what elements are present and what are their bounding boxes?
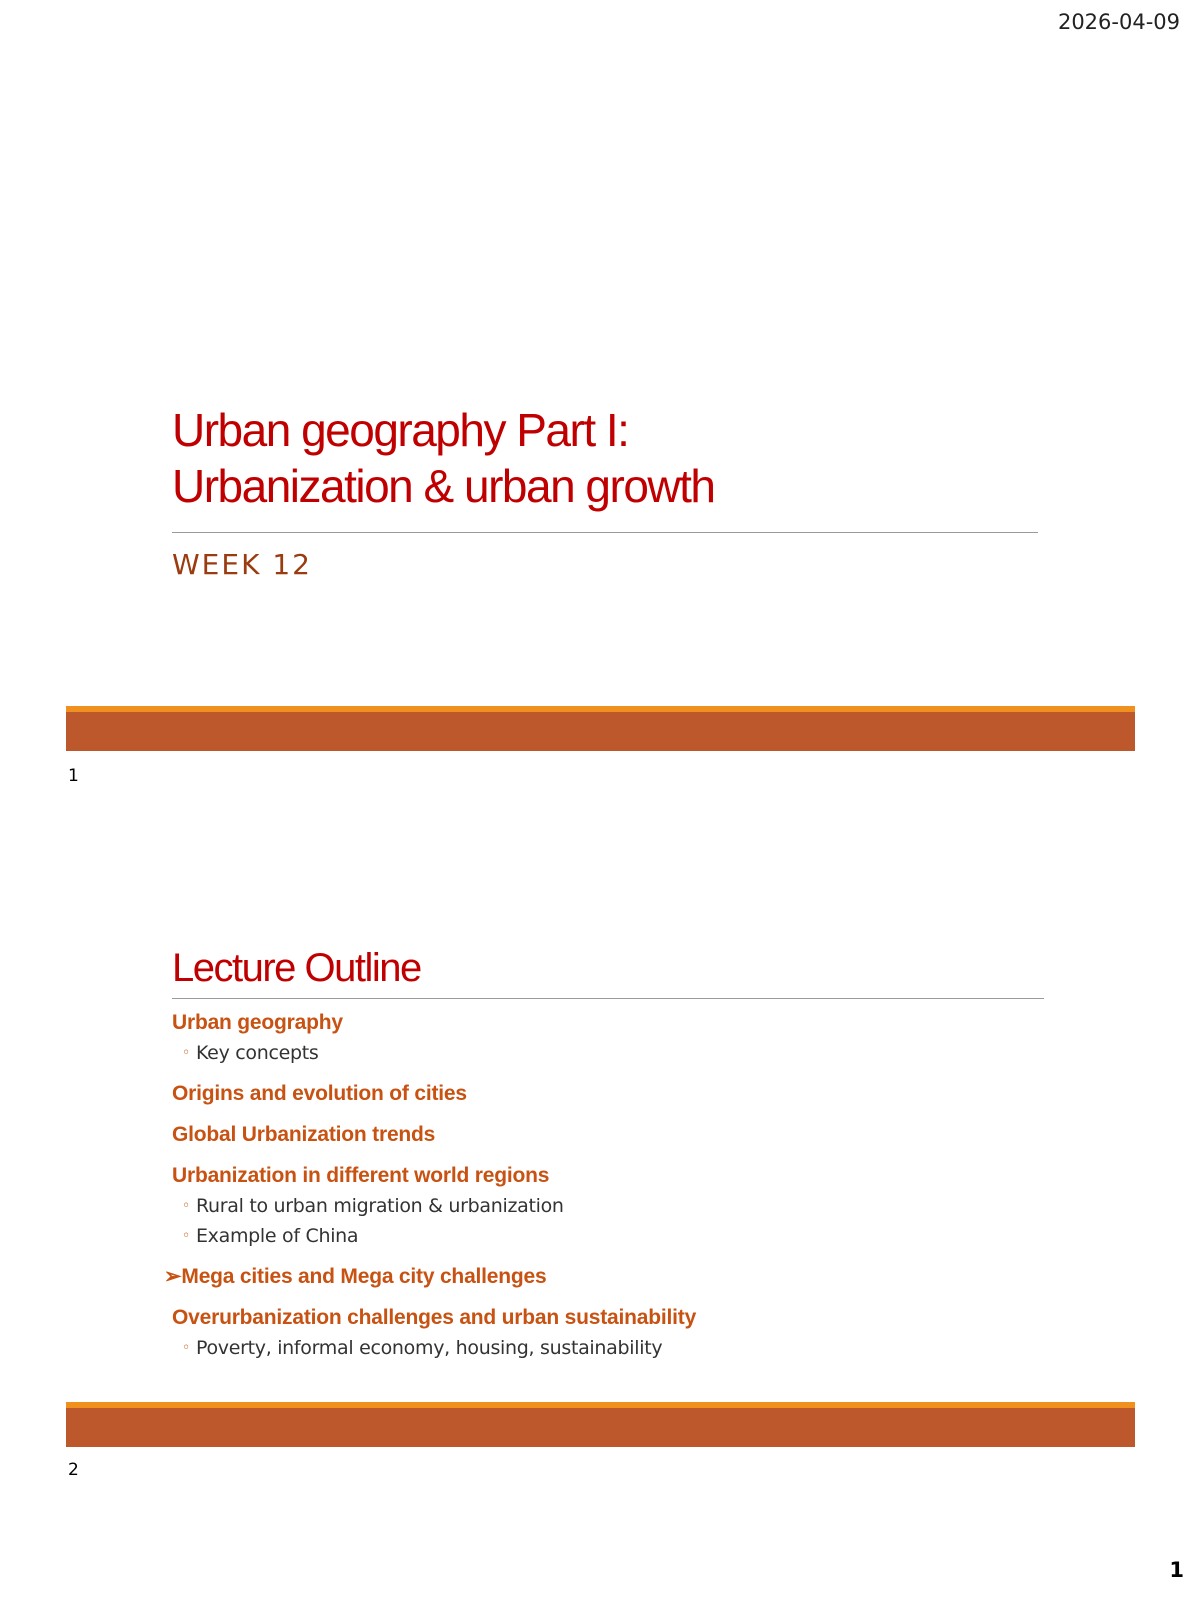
outline-item — [172, 1120, 1052, 1150]
outline-subitem — [182, 1191, 1052, 1221]
slide-title: Lecture Outline — [172, 946, 421, 990]
outline-subitems — [172, 1333, 1052, 1363]
outline-heading: Urbanization in different world regions — [172, 1164, 550, 1187]
outline-item — [172, 1008, 1052, 1068]
outline-heading: Global Urbanization trends — [172, 1123, 436, 1146]
circle-bullet-icon: ◦ — [182, 1228, 190, 1244]
page-number: 1 — [1169, 1558, 1184, 1582]
slide-subtitle: WEEK 12 — [172, 548, 312, 581]
slide-title — [172, 402, 715, 514]
title-line-1: Urban geography Part I: — [172, 404, 629, 456]
outline-subitems — [172, 1038, 1052, 1068]
circle-bullet-icon: ◦ — [182, 1198, 190, 1214]
slide-number: 2 — [68, 1460, 79, 1480]
footer-bar — [66, 1402, 1135, 1447]
print-date: 2026-04-09 — [1057, 10, 1180, 34]
circle-bullet-icon: ◦ — [182, 1340, 190, 1356]
lecture-outline — [164, 1008, 1052, 1363]
outline-heading: Origins and evolution of cities — [172, 1082, 467, 1105]
title-divider — [172, 998, 1044, 999]
outline-subitem — [182, 1221, 1052, 1251]
outline-subitem — [182, 1038, 1052, 1068]
outline-item — [172, 1303, 1052, 1363]
outline-item — [172, 1079, 1052, 1109]
title-divider — [172, 532, 1038, 533]
outline-heading — [164, 1262, 1052, 1292]
outline-item — [172, 1161, 1052, 1251]
outline-subitem — [182, 1333, 1052, 1363]
footer-block — [66, 712, 1135, 751]
outline-heading-text: Mega cities and Mega city challenges — [181, 1265, 547, 1288]
title-line-2: Urbanization & urban growth — [172, 460, 715, 512]
footer-block — [66, 1408, 1135, 1447]
outline-subitem-text: Example of China — [195, 1225, 359, 1247]
slide-number: 1 — [68, 766, 79, 786]
outline-item-current — [164, 1262, 1052, 1292]
footer-bar — [66, 706, 1135, 751]
slide-1 — [66, 0, 1135, 790]
outline-subitems — [172, 1191, 1052, 1251]
outline-subitem-text: Poverty, informal economy, housing, sustainability — [195, 1337, 663, 1359]
outline-subitem-text: Rural to urban migration & urbanization — [195, 1195, 564, 1217]
slide-2 — [66, 880, 1135, 1480]
outline-subitem-text: Key concepts — [195, 1042, 319, 1064]
outline-heading: Urban geography — [172, 1011, 343, 1034]
circle-bullet-icon: ◦ — [182, 1045, 190, 1061]
arrow-bullet-icon: ➢ — [164, 1265, 182, 1288]
outline-heading: Overurbanization challenges and urban sustainability — [172, 1306, 697, 1329]
